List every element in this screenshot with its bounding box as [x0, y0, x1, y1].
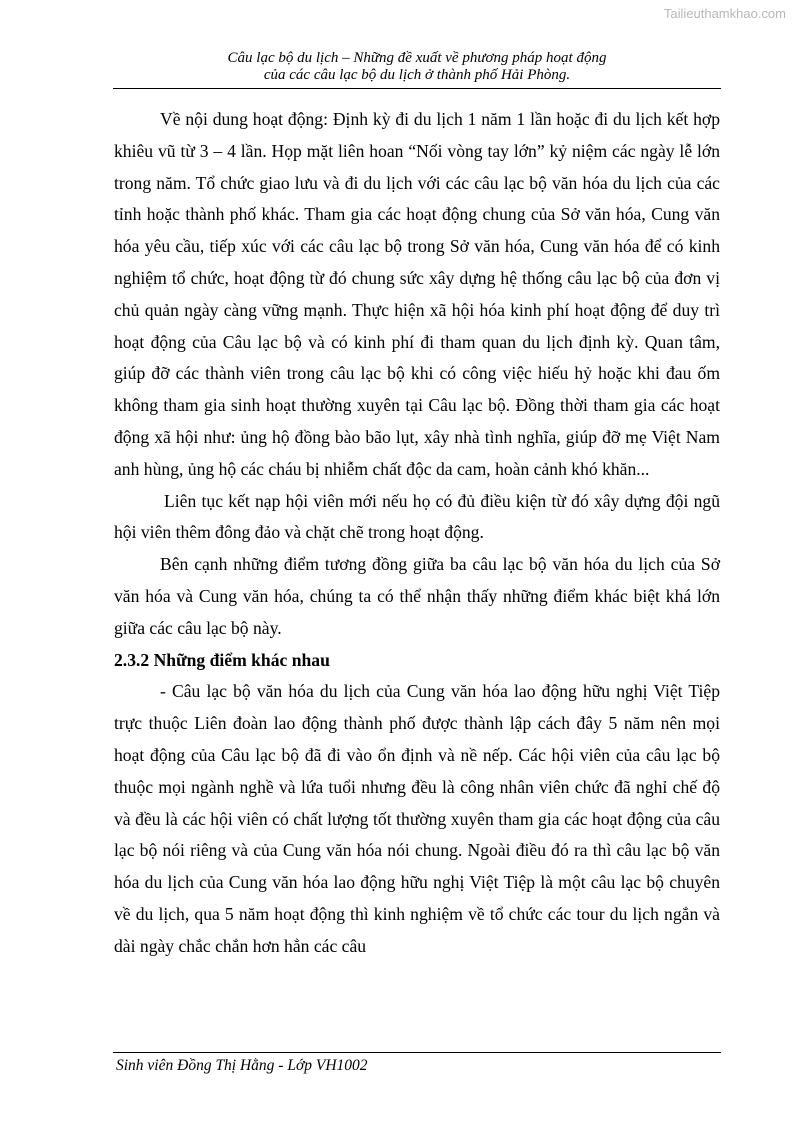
header-divider	[113, 88, 721, 89]
paragraph-activities: Về nội dung hoạt động: Định kỳ đi du lịch 1 năm 1 lần hoặc đi du lịch kết hợp khiêu vũ từ 3 – 4 lần. Họp mặt liên hoan “Nối vòng tay lớn” kỷ niệm các ngày lễ lớn trong năm. Tổ chức giao lưu và đi du lịch với các câu lạc bộ văn hóa du lịch của các tỉnh hoặc thành phố khác. Tham gia các hoạt động chung của Sở văn hóa, Cung văn hóa yêu cầu, tiếp xúc với các câu lạc bộ trong Sở văn hóa, Cung văn hóa để có kinh nghiệm tổ chức, hoạt động từ đó chung sức xây dựng hệ thống câu lạc bộ của đơn vị chủ quản ngày càng vững mạnh. Thực hiện xã hội hóa kinh phí hoạt động để duy trì hoạt động của Câu lạc bộ và có kinh phí đi tham quan du lịch định kỳ. Quan tâm, giúp đỡ các thành viên trong câu lạc bộ khi có công việc hiếu hỷ hoặc khi đau ốm không tham gia sinh hoạt thường xuyên tại Câu lạc bộ. Đồng thời tham gia các hoạt động xã hội như: ủng hộ đồng bào bão lụt, xây nhà tình nghĩa, giúp đỡ mẹ Việt Nam anh hùng, ủng hộ các cháu bị nhiễm chất độc da cam, hoàn cảnh khó khăn...	[114, 109, 720, 479]
watermark-text: Tailieuthamkhao.com	[663, 6, 786, 21]
paragraph-differences: - Câu lạc bộ văn hóa du lịch của Cung văn hóa lao động hữu nghị Việt Tiệp trực thuộc Liên đoàn lao động thành phố được thành lập cách đây 5 năm nên mọi hoạt động của Câu lạc bộ đã đi vào ổn định và nề nếp. Các hội viên của câu lạc bộ thuộc mọi ngành nghề và lứa tuổi nhưng đều là công nhân viên chức đã nghỉ chế độ và đều là các hội viên có chất lượng tốt thường xuyên tham gia các hoạt động của câu lạc bộ nói riêng và của Cung văn hóa nói chung. Ngoài điều đó ra thì câu lạc bộ văn hóa du lịch của Cung văn hóa lao động hữu nghị Việt Tiệp là một câu lạc bộ chuyên về du lịch, qua 5 năm hoạt động thì kinh nghiệm về tổ chức các tour du lịch ngắn và dài ngày chắc chắn hơn hẳn các câu	[114, 681, 720, 956]
footer-divider	[113, 1052, 721, 1053]
document-body	[114, 104, 720, 963]
paragraph-recruitment: Liên tục kết nạp hội viên mới nếu họ có đủ điều kiện từ đó xây dựng đội ngũ hội viên thêm đông đảo và chặt chẽ trong hoạt động.	[114, 490, 720, 543]
header-line-2: của các câu lạc bộ du lịch ở thành phố Hải Phòng.	[263, 67, 571, 83]
header-line-1: Câu lạc bộ du lịch – Những đề xuất về phương pháp hoạt động	[227, 50, 607, 66]
page-header	[113, 50, 721, 84]
section-heading: 2.3.2 Những điểm khác nhau	[114, 649, 330, 670]
paragraph-comparison: Bên cạnh những điểm tương đồng giữa ba câu lạc bộ văn hóa du lịch của Sở văn hóa và Cung văn hóa, chúng ta có thể nhận thấy những điểm khác biệt khá lớn giữa các câu lạc bộ này.	[114, 554, 720, 638]
page-footer: Sinh viên Đồng Thị Hằng - Lớp VH1002	[116, 1057, 368, 1074]
